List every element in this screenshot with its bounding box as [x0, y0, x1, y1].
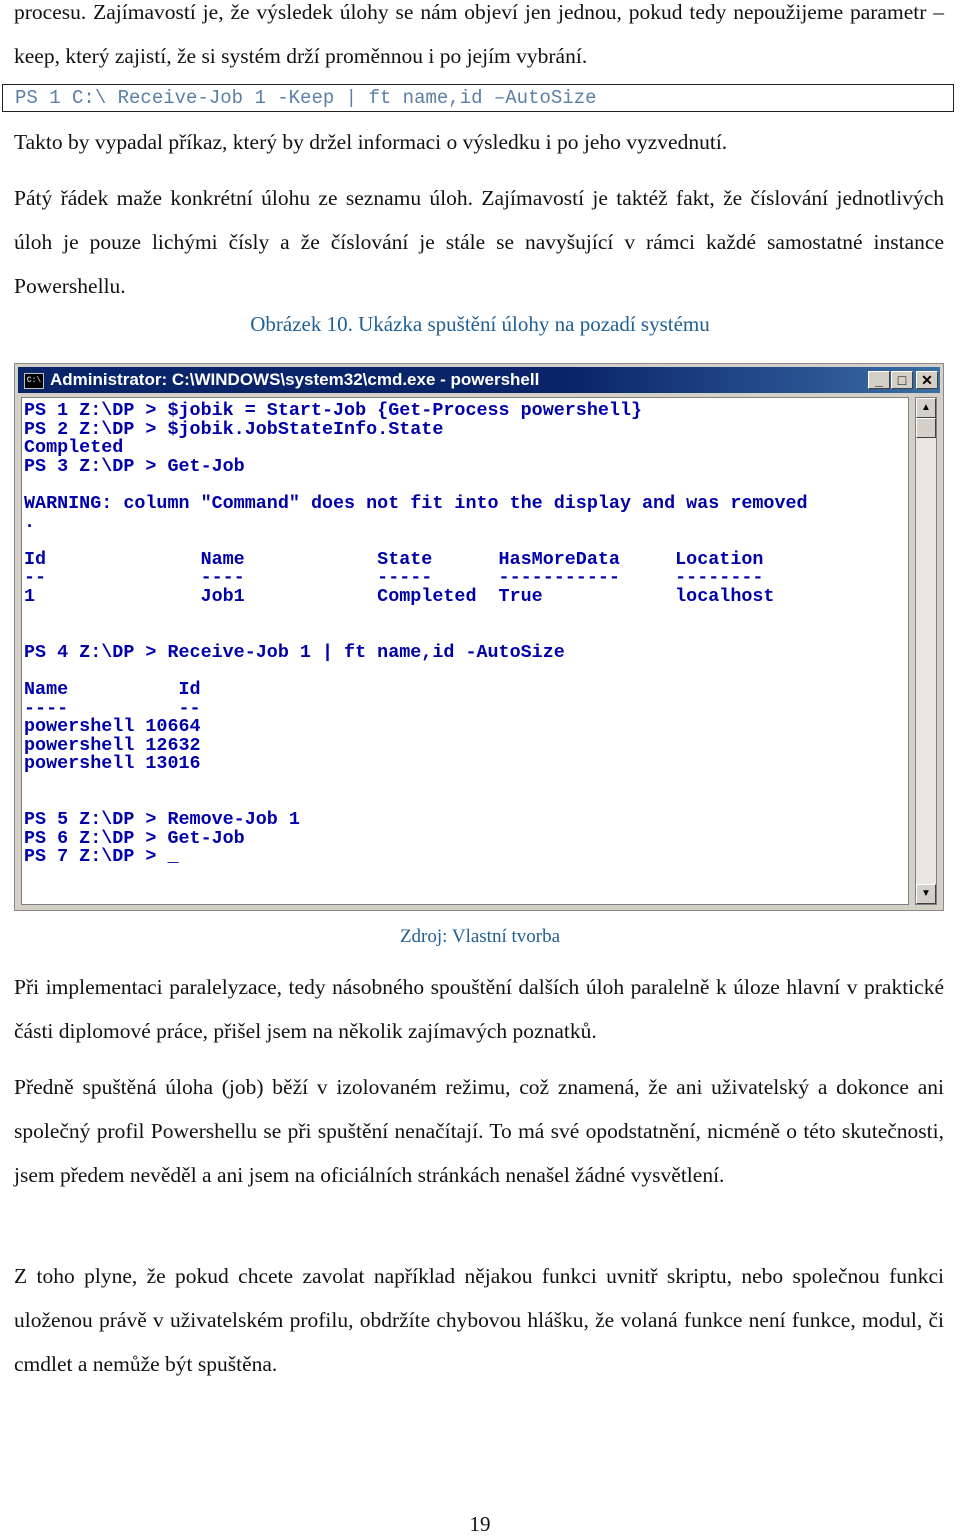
scroll-thumb[interactable]	[916, 418, 936, 438]
figure-caption: Obrázek 10. Ukázka spuštění úlohy na pozadí systému	[250, 312, 710, 336]
intro-paragraph: procesu. Zajímavostí je, že výsledek úlohy se nám objeví jen jednou, pokud tedy nepoužijeme parametr –keep, který zajistí, že si systém drží proměnnou i po jejím vybrání.	[14, 0, 944, 68]
figure-source: Zdroj: Vlastní tvorba	[399, 926, 561, 947]
code-example: PS 1 C:\ Receive-Job 1 -Keep | ft name,id –AutoSize	[2, 84, 954, 112]
window-title: Administrator: C:\WINDOWS\system32\cmd.exe - powershell	[50, 370, 540, 389]
cmd-icon: C:\	[24, 373, 44, 389]
close-button[interactable]: ✕	[916, 371, 938, 389]
isolation-paragraph: Předně spuštěná úloha (job) běží v izolovaném režimu, což znamená, že ani uživatelský a dokonce ani společný profil Powershellu se při spuštění nenačítají. To má své opodstatnění, nicméně o této skutečnosti, jsem předem nevěděl a ani jsem na oficiálních stránkách nenašel žádné vysvětlení.	[14, 1075, 944, 1187]
console-output[interactable]	[21, 397, 909, 905]
console-text: PS 1 Z:\DP > $jobik = Start-Job {Get-Process powershell} PS 2 Z:\DP > $jobik.JobStateInfo.State Completed PS 3 Z:\DP > Get-Job WARNING: column "Command" does not fit into the display and was removed . Id Name State HasMoreData Location -- ---- ----- ----------- -------- 1 Job1 Completed True localhost PS 4 Z:\DP > Receive-Job 1 | ft name,id -AutoSize Name Id ---- -- powershell 10664 powershell 12632 powershell 13016 PS 5 Z:\DP > Remove-Job 1 PS 6 Z:\DP > Get-Job PS 7 Z:\DP > _	[24, 400, 808, 868]
scroll-down-icon[interactable]: ▼	[916, 884, 936, 904]
minimize-button[interactable]: _	[868, 371, 890, 389]
page-number: 19	[469, 1512, 491, 1536]
console-window	[14, 363, 944, 911]
scroll-up-icon[interactable]: ▲	[916, 398, 936, 418]
maximize-button[interactable]: □	[891, 371, 913, 389]
fifth-line-paragraph: Pátý řádek maže konkrétní úlohu ze seznamu úloh. Zajímavostí je taktéž fakt, že číslování jednotlivých úloh je pouze lichými čísly a že číslování je stále se navyšující v rámci každé samostatné instance Powershellu.	[14, 186, 944, 298]
after-code-text: Takto by vypadal příkaz, který by držel informaci o výsledku i po jeho vyzvednutí.	[14, 130, 728, 154]
vertical-scrollbar[interactable]	[915, 397, 937, 905]
function-call-paragraph: Z toho plyne, že pokud chcete zavolat například nějakou funkci uvnitř skriptu, nebo společnou funkci uloženou právě v uživatelském profilu, obdržíte chybovou hlášku, že volaná funkce není funkce, modul, či cmdlet a nemůže být spuštěna.	[14, 1264, 944, 1376]
implementation-paragraph: Při implementaci paralelyzace, tedy násobného spouštění dalších úloh paralelně k úloze hlavní v praktické části diplomové práce, přišel jsem na několik zajímavých poznatků.	[14, 975, 944, 1043]
console-titlebar[interactable]	[18, 367, 940, 393]
